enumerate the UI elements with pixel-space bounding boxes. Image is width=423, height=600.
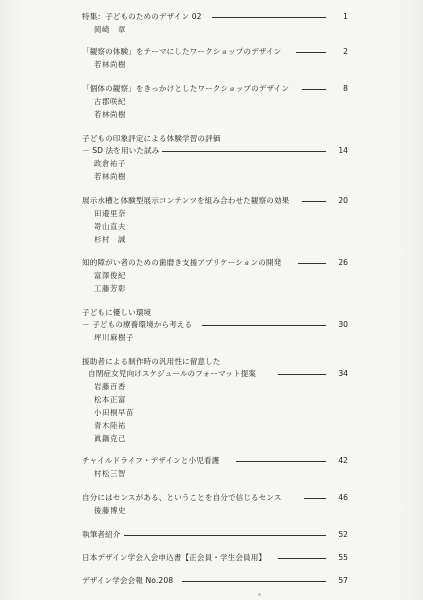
toc-entry-author: 小田桐早苗 [94,408,134,417]
toc-entry-author: 坪川麻樹子 [94,333,134,342]
dot-leader [162,151,326,152]
toc-entry-title[interactable]: 自分にはセンスがある、ということを自分で信じるセンス [82,493,282,502]
toc-entry-page: 14 [338,146,348,155]
toc-entry-page: 1 [343,12,348,21]
toc-entry-title[interactable]: 展示水槽と体験型展示コンテンツを組み合わせた観察の効果 [82,196,290,205]
toc-entry-author: 政倉祐子 [94,159,126,168]
toc-entry-title[interactable]: 援助者による制作時の汎用性に留意した [82,357,221,366]
toc-entry-page: 52 [338,530,348,539]
dot-leader [182,581,326,582]
toc-entry-author: 後藤博史 [94,506,126,515]
toc-entry-title[interactable]: デザイン学会会報 No.208 [82,576,174,585]
toc-entry-author: 工藤芳彰 [94,284,126,293]
toc-entry-author: 若林尚樹 [94,110,126,119]
dot-leader [278,374,326,375]
toc-entry-title[interactable]: チャイルドライフ・デザインと小児看護 [82,456,220,465]
dot-leader [278,558,326,559]
toc-entry-author: 田邉里奈 [94,209,126,218]
toc-entry-title[interactable]: 日本デザイン学会入会申込書【正会員・学生会員用】 [82,553,267,562]
toc-entry-title[interactable]: 「観察の体験」をテーマにしたワークショップのデザイン [82,47,282,56]
toc-entry-page: 55 [338,553,348,562]
toc-entry-author: 若林尚樹 [94,172,126,181]
toc-entry-author: 杉村 誠 [94,235,126,244]
toc-entry-subtitle[interactable]: － SD 法を用いた試み [82,146,160,155]
toc-entry-subtitle[interactable]: 自閉症女児向けスケジュールのフォーマット提案 [88,369,257,378]
toc-entry-page: 30 [338,320,348,329]
toc-entry-page: 26 [338,258,348,267]
dot-leader [124,535,326,536]
dot-leader [302,201,326,202]
toc-entry-author: 若林尚樹 [94,60,126,69]
toc-entry-title[interactable]: 「個体の観察」をきっかけとしたワークショップのデザイン [82,84,290,93]
toc-entry-page: 2 [343,47,348,56]
toc-entry-author: 眞鍋克己 [94,434,126,443]
dot-leader [202,325,326,326]
toc-entry-page: 8 [343,84,348,93]
toc-entry-author: 岡崎 章 [94,25,126,34]
toc-entry-author: 古郡咲紀 [94,97,126,106]
toc-entry-title[interactable]: 特集：子どものためのデザイン 02 [82,12,202,21]
toc-entry-subtitle[interactable]: － 子どもの療養環境から考える [82,320,193,329]
toc-entry-author: 青木陸祐 [94,421,126,430]
dot-leader [304,498,326,499]
dot-leader [212,17,326,18]
dot-leader [236,461,326,462]
toc-entry-page: 34 [338,369,348,378]
toc-entry-author: 富澤俊紀 [94,271,126,280]
toc-entry-page: 20 [338,196,348,205]
toc-entry-page: 46 [338,493,348,502]
dot-leader [302,89,326,90]
toc-entry-author: 村松三智 [94,469,126,478]
toc-entry-page: 57 [338,576,348,585]
toc-entry-author: 嵜山直夫 [94,222,126,231]
dot-leader [296,52,326,53]
print-speck [258,593,261,596]
dot-leader [298,263,326,264]
toc-entry-title[interactable]: 知的障がい者のための歯磨き支援アプリケーションの開発 [82,258,282,267]
toc-entry-author: 岩藤百香 [94,382,126,391]
toc-entry-title[interactable]: 子どもの印象評定による体験学習の評価 [82,134,221,143]
toc-entry-page: 42 [338,456,348,465]
toc-entry-title[interactable]: 執筆者紹介 [82,530,121,539]
toc-entry-title[interactable]: 子どもに優しい環境 [82,308,152,317]
toc-entry-author: 松本正富 [94,395,126,404]
